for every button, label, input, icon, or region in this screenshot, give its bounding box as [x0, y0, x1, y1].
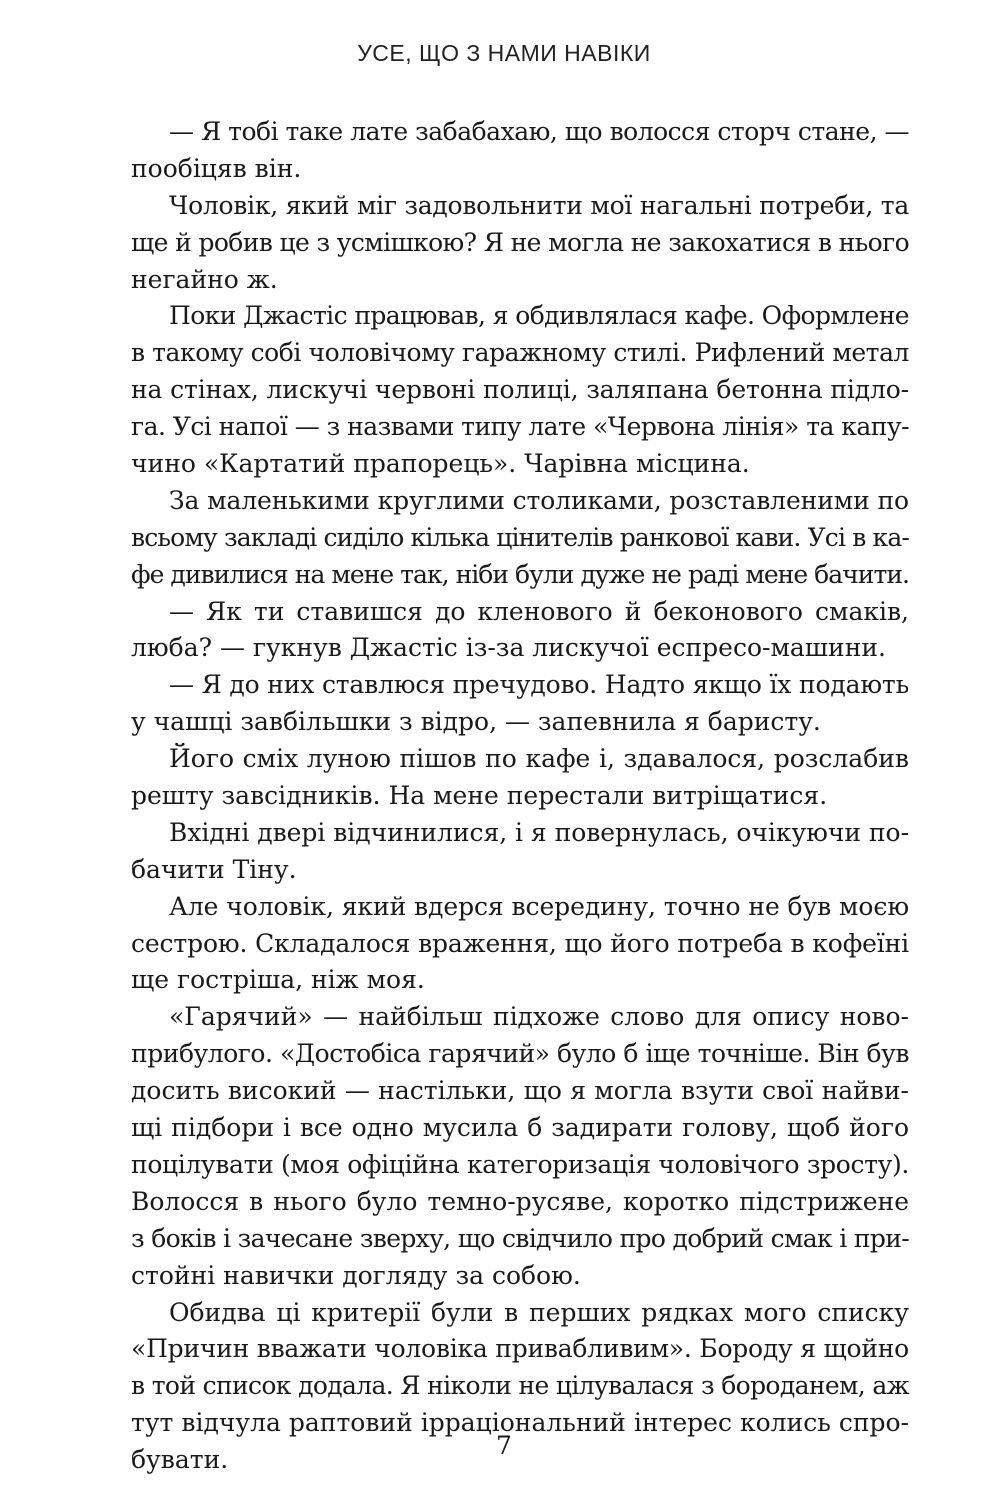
paragraph [131, 667, 909, 741]
text-line: в той список додала. Я ніколи не цілувалася з бороданем, аж [131, 1371, 910, 1401]
text-line: «Гарячий» — найбільш підхоже слово для опису ново- [169, 1002, 909, 1032]
paragraph [131, 188, 909, 299]
text-line: — Як ти ставишся до кленового й беконового смаків, [169, 596, 909, 626]
text-line: — Я тобі таке лате забабахаю, що волосся сторч стане, — [169, 117, 909, 146]
text-line: бувати. [131, 1445, 229, 1475]
text-line: люба? — гукнув Джастіс із-за лискучої еспресо-машини. [131, 633, 886, 663]
running-head-title: УСЕ, ЩО З НАМИ НАВІКИ [357, 40, 651, 66]
text-line: пообіцяв він. [131, 153, 302, 183]
text-line: всьому закладі сиділо кілька цінителів ранкової кави. Усі в ка- [131, 522, 910, 552]
text-line: ще й робив це з усмішкою? Я не могла не закохатися в нього [131, 227, 909, 257]
paragraph [131, 999, 909, 1294]
paragraph [131, 114, 909, 188]
paragraph [131, 298, 909, 482]
paragraph [131, 889, 909, 1000]
text-line: Але чоловік, який вдерся всередину, точно не був моєю [169, 891, 910, 921]
text-line: прибулого. «Достобіса гарячий» було б іще точніше. Він був [131, 1039, 909, 1069]
text-line: га. Усі напої — з назвами типу лате «Червона лінія» та капу- [131, 412, 909, 442]
text-line: в такому собі чоловічому гаражному стилі. Рифлений метал [131, 338, 909, 368]
body-text [131, 114, 909, 1479]
text-line: щі підбори і все одно мусила б задирати голову, щоб його [131, 1113, 909, 1143]
text-line: поцілувати (моя офіційна категоризація чоловічого зросту). [131, 1149, 909, 1179]
text-line: стойні навички догляду за собою. [131, 1260, 581, 1290]
text-line: ще гостріша, ніж моя. [131, 965, 425, 995]
text-line: у чашці завбільшки з відро, — запевнила я баристу. [131, 707, 821, 737]
paragraph [131, 594, 909, 668]
text-line: Обидва ці критерії були в перших рядках мого списку [169, 1297, 909, 1327]
text-line: Його сміх луною пішов по кафе і, здавалося, розслабив [169, 744, 909, 774]
text-line: За маленькими круглими столиками, розставленими по [169, 485, 909, 515]
text-line: чино «Картатий прапорець». Чарівна місцина. [131, 449, 750, 479]
text-line: фе дивилися на мене так, ніби були дуже не раді мене бачити. [131, 559, 909, 589]
text-line: Чоловік, який міг задовольнити мої нагальні потреби, та [169, 190, 909, 220]
text-line: сестрою. Складалося враження, що його потреба в кофеїні [131, 928, 910, 958]
paragraph [131, 815, 909, 889]
text-line: — Я до них ставлюся пречудово. Надто якщо їх подають [169, 670, 910, 700]
text-line: на стінах, лискучі червоні полиці, заляпана бетонна підло- [131, 375, 910, 405]
paragraph [131, 483, 909, 594]
text-line: тут відчула раптовий ірраціональний інтерес колись спро- [131, 1408, 909, 1438]
text-line: Поки Джастіс працював, я обдивлялася кафе. Оформлене [169, 301, 910, 331]
text-line: Вхідні двері відчинилися, і я повернулась, очікуючи по- [169, 817, 909, 847]
text-line: з боків і зачесане зверху, що свідчило про добрий смак і при- [131, 1223, 910, 1253]
text-line: досить високий — настільки, що я могла взути свої найви- [131, 1076, 909, 1106]
text-line: негайно ж. [131, 264, 278, 294]
text-line: бачити Тіну. [131, 854, 297, 884]
paragraph [131, 741, 909, 815]
page-number: 7 [496, 1431, 512, 1460]
text-line: решту завсідників. На мене перестали витріщатися. [131, 781, 828, 811]
text-line: Волосся в нього було темно-русяве, коротко підстрижене [131, 1186, 909, 1216]
text-line: «Причин вважати чоловіка привабливим». Бороду я щойно [131, 1334, 909, 1364]
